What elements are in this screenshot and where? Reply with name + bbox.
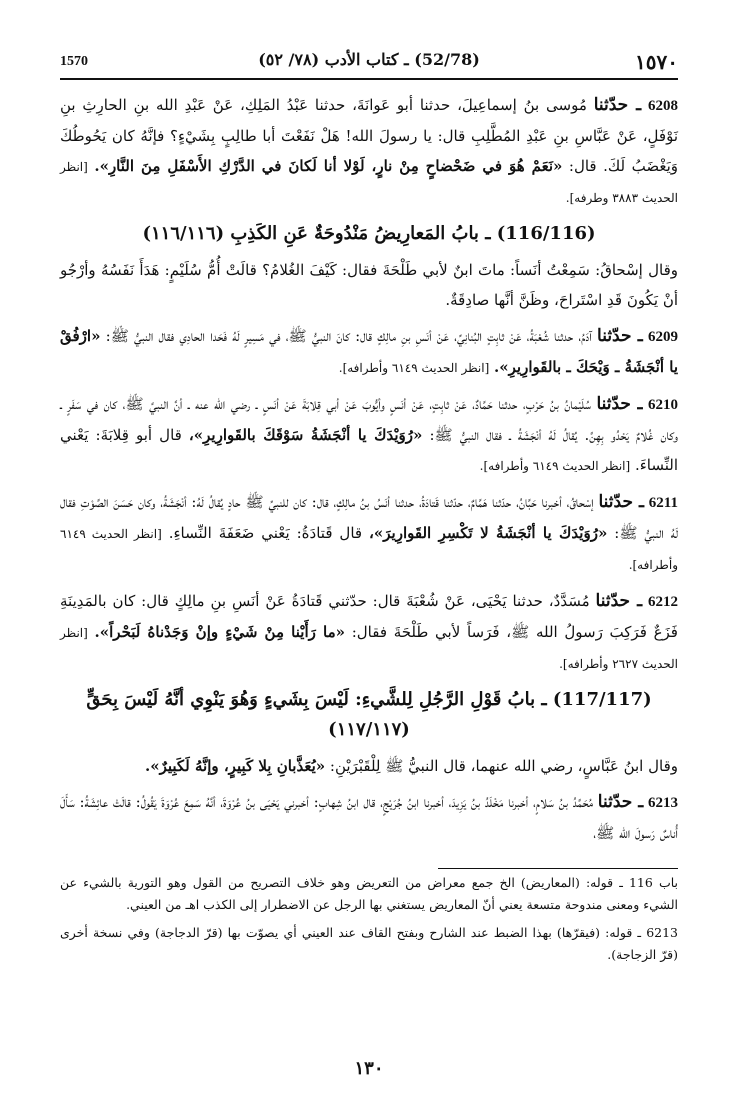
intro-quote: «يُعَذَّبانِ بِلا كَبِيرٍ، وإنَّهُ لَكَبِيرٌ».: [144, 757, 326, 775]
hadith-reference: [انظر الحديث ٣٨٨٣ وطرفه].: [60, 160, 678, 205]
page-number-latin: 1570: [60, 54, 88, 69]
footnote-divider: [438, 868, 678, 869]
chapter-117-intro: [60, 751, 678, 781]
hadith-number: 6210: [648, 397, 678, 413]
hadith-text: مُسَدَّدٌ، حدثنا يَحْيَى، عَنْ شُعْبَةَ قال: حدّثني قَتادَةُ عَنْ أنَسِ بنِ مالِكٍ قال: كان بالمَدِينَةِ فَزَعٌ فَرَكِبَ رَسولُ الله ﷺ، فَرَساً لأبي طَلْحَةَ فقال:: [60, 592, 678, 641]
hadith-reference: [انظر الحديث ٦١٤٩ وأطرافه].: [338, 361, 490, 375]
footnote-6213: 6213 ـ قوله: (فيقرّها) بهذا الضبط عند الشارح وبفتح القاف عند العيني أي يصوّت بها (قرّ الدجاجة) وفي نسخة أخرى (قرّ الزجاجة).: [60, 925, 678, 962]
hadith-quote: «رُوَيْدَكَ يا أنْجَشَةُ لا تَكْسِرِ القَوارِيرَ»،: [369, 524, 608, 542]
hadith-quote: «ارْفُقْ يا أنْجَشَةُ ـ وَيْحَكَ ـ بالقَوارِيرِ».: [60, 327, 678, 376]
running-title: (52/78) ـ كتاب الأدب (٧٨/ ٥٢): [258, 50, 480, 69]
hadith-opener: ـ حدّثنا: [597, 792, 644, 812]
main-text: [60, 90, 678, 854]
hadith-tail: قال قَتادَةُ: يَعْني ضَعَفَةَ النِّساءِ.: [168, 524, 363, 542]
footnotes: [60, 872, 678, 972]
hadith-text: مُوسى بنُ إسماعِيلَ، حدثنا أبو عَوانَةَ، حدثنا عَبْدُ المَلِكِ، عَنْ عَبْدِ الله بنِ الحارِثِ بنِ نَوْفَلٍ، عَنْ عَبَّاسِ بنِ عَبْدِ المُطَّلِبِ قال: يا رسولَ الله! هَلْ نَفَعْتَ أبا طالِبٍ بِشَيْءٍ؟ فإنَّهُ كان يَحُوطُكَ وَيَغْضَبُ لَكَ. قال:: [60, 96, 678, 175]
hadith-reference: [انظر الحديث ٦١٤٩ وأطرافه].: [60, 527, 678, 572]
hadith-6211: [60, 487, 678, 580]
page-number-arabic: ١٥٧٠: [635, 50, 678, 74]
hadith-number: 6213: [648, 795, 678, 811]
hadith-quote: «ما رَأَيْنا مِنْ شَيْءٍ وإنْ وَجَدْناهُ لَبَحْراً».: [94, 623, 345, 641]
page-header: [60, 42, 678, 80]
chapter-116-intro: وقال إسْحاقُ: سَمِعْتُ أنَساً: ماتَ ابنٌ لأبي طَلْحَةَ فقال: كَيْفَ الغُلامُ؟ قالَتْ أُمُّ سُلَيْمٍ: هَدَأَ نَفَسُهُ وأرْجُو أنْ يَكُونَ قَدِ اسْتَراحَ، وظَنَّ أنَّها صادِقَةٌ.: [60, 261, 678, 309]
hadith-6212: [60, 586, 678, 679]
hadith-text: إسْحاقُ، أخبرنا حَبَّانُ، حدّثنا هَمَّامٌ، حدّثنا قَتادَةُ، حدثنا أنَسُ بنُ مالِكٍ، قال: كان للنبيِّ ﷺ حادٍ يُقالُ لَهُ: أنْجَشَةُ، وكان حَسَنَ الصَّوْتِ فقال لَهُ النبيُّ ﷺ:: [60, 493, 678, 542]
hadith-6209: [60, 321, 678, 383]
hadith-text: آدَمُ، حدثنا شُعْبَةُ، عَنْ ثابِتٍ البُنانِيِّ، عَنْ أنَسِ بنِ مالِكٍ قال: كانَ النبيُّ ﷺ، في مَسِيرٍ لَهُ فَحَدا الحادِي فقال النبيُّ ﷺ:: [105, 327, 592, 345]
hadith-opener: ـ حدّثنا: [595, 591, 643, 611]
footnote-chapter-116: باب 116 ـ قوله: (المعاريض) الخ جمع معراض من التعريض وهو خلاف التصريح من القول وهو التورية بالشيء عن الشيء ومعنى مندوحة متسعة يعني أنّ المعاريض يستغني بها الرجل عن الاضطرار إلى الكذب اهـ من العيني.: [60, 875, 679, 912]
chapter-heading-117: (117/117) ـ بابُ قَوْلِ الرَّجُلِ لِلشَّيءِ: لَيْسَ بِشَيءٍ وَهُوَ يَنْوِي أنَّهُ لَيْسَ بِحَقٍّ (١١٧/١١٧): [86, 689, 652, 740]
hadith-quote: «نَعَمْ هُوَ في ضَحْضاحٍ مِنْ نارٍ، لَوْلا أنا لَكانَ في الدَّرْكِ الأَسْفَلِ مِنَ النَّارِ».: [94, 157, 563, 175]
hadith-6213: [60, 787, 678, 848]
page-footer-number: ١٣٠: [354, 1058, 384, 1079]
intro-text: وقال ابنُ عَبَّاسٍ، رضي الله عنهما، قال النبيُّ ﷺ لِلْقَبْرَيْنِ:: [329, 757, 678, 775]
hadith-number: 6211: [648, 495, 678, 511]
hadith-text: سُلَيْمانُ بنُ حَرْبٍ، حدثنا حَمَّادٌ، عَنْ ثابِتٍ، عَنْ أنَسٍ وأيُّوبَ عَنْ أبي قِلابَةَ عَنْ أنَسٍ ـ رضي الله عنه ـ أنَّ النبيَّ ﷺ، كان في سَفَرٍ ـ وكان غُلامٌ يَحْدُو بِهِنَّ. يُقالُ لَهُ أنْجَشَةُ ـ فقال النبيُّ ﷺ:: [60, 395, 678, 444]
hadith-tail: قال أبو قِلابَةَ: يَعْني النِّساءَ.: [60, 426, 678, 474]
hadith-opener: ـ حدّثنا: [596, 394, 643, 414]
hadith-6208: [60, 90, 678, 213]
chapter-heading-116: (116/116) ـ بابُ المَعارِيضُ مَنْدُوحَةٌ عَنِ الكَذِبِ (١١٦/١١٦): [142, 223, 596, 244]
hadith-opener: ـ حدّثنا: [598, 492, 644, 512]
hadith-reference: [انظر الحديث ٦١٤٩ وأطرافه].: [479, 459, 631, 473]
hadith-reference: [انظر الحديث ٢٦٢٧ وأطرافه].: [60, 626, 678, 671]
hadith-6210: [60, 389, 678, 481]
hadith-number: 6212: [648, 594, 678, 610]
hadith-quote: «رُوَيْدَكَ يا أنْجَشَةُ سَوْقَكَ بالقَوارِيرِ»،: [188, 426, 423, 444]
hadith-number: 6209: [647, 329, 678, 345]
hadith-text: مُحَمَّدُ بنُ سَلامٍ، أخبرنا مَخْلَدُ بنُ يَزِيدَ، أخبرنا ابنُ جُرَيْجٍ، قال ابنُ شِهابٍ: أخبرني يَحْيَى بنُ عُرْوَةَ، أنَّهُ سَمِعَ عُرْوَةَ يَقُولُ: قالَتْ عائِشَةُ: سَأَلَ أُناسٌ رَسولَ الله ﷺ،: [60, 793, 678, 842]
hadith-opener: ـ حدّثنا: [593, 95, 642, 115]
hadith-opener: ـ حدّثنا: [597, 326, 643, 346]
hadith-number: 6208: [648, 98, 678, 114]
